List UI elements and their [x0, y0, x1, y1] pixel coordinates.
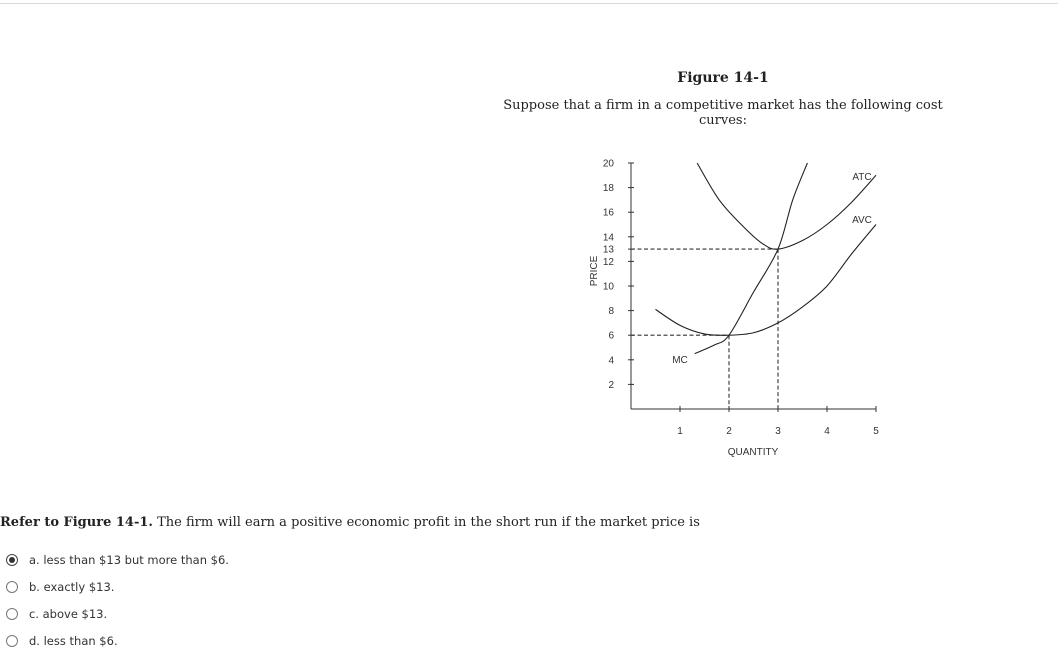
y-tick-label: 13 [602, 244, 614, 256]
option-label: b. exactly $13. [29, 579, 115, 594]
option-label: d. less than $6. [29, 633, 118, 648]
y-tick-label: 12 [602, 256, 614, 268]
x-tick-label: 4 [824, 426, 830, 437]
option-b[interactable] [6, 573, 229, 600]
option-label: a. less than $13 but more than $6. [29, 552, 229, 567]
y-tick-label: 2 [608, 379, 614, 391]
figure-title: Figure 14-1 [677, 70, 769, 86]
option-a[interactable] [6, 546, 229, 573]
series-line-atc [697, 163, 876, 249]
y-axis-label: PRICE [589, 255, 600, 287]
x-tick-label: 2 [726, 426, 732, 437]
question-lead: Refer to Figure 14-1. [0, 515, 153, 530]
radio-icon[interactable] [6, 581, 18, 593]
option-d[interactable] [6, 627, 229, 654]
radio-icon[interactable] [6, 635, 18, 647]
y-tick-label: 8 [608, 306, 614, 318]
y-tick-label: 6 [608, 330, 614, 342]
question-text [0, 515, 700, 530]
y-tick-label: 18 [602, 183, 614, 195]
y-tick-label: 16 [602, 207, 614, 219]
x-tick-label: 5 [873, 426, 879, 437]
x-tick-label: 3 [775, 426, 781, 437]
series-label-avc: AVC [852, 215, 872, 226]
y-tick-label: 4 [608, 355, 614, 367]
series-label-mc: MC [672, 355, 688, 366]
option-c[interactable] [6, 600, 229, 627]
x-axis-label: QUANTITY [727, 447, 779, 458]
series-label-atc: ATC [852, 172, 872, 183]
y-tick-label: 10 [602, 281, 614, 293]
question-body: The firm will earn a positive economic profit in the short run if the market price is [152, 515, 700, 530]
series-line-avc [656, 225, 877, 336]
radio-icon[interactable] [6, 608, 18, 620]
y-tick-label: 14 [602, 232, 614, 244]
figure-caption: Suppose that a firm in a competitive market has the following cost curves: [503, 98, 943, 128]
radio-icon[interactable] [6, 554, 18, 566]
series-line-mc [695, 163, 808, 354]
answer-options [6, 546, 229, 654]
y-tick-label: 20 [602, 158, 614, 170]
option-label: c. above $13. [29, 606, 108, 621]
x-tick-label: 1 [677, 426, 683, 437]
